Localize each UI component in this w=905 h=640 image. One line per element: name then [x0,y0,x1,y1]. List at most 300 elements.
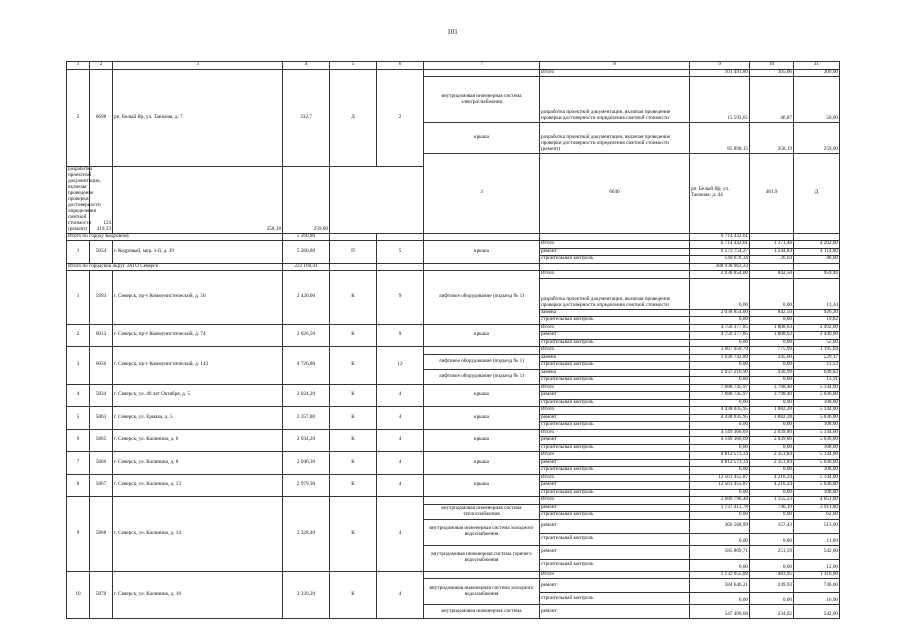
value-9: 0,00 [690,422,750,430]
value-10: 0,00 [750,512,794,520]
col6: 4 [377,452,424,475]
work-kind: Итого [540,241,690,249]
value-9: 4 812 573,34 [690,452,750,460]
work-kind: ремонт [540,414,690,422]
address: г. Северск, ул. Калинина, д. 13 [113,474,283,497]
area: 2 046,30 [283,452,330,475]
work-type: внутридомовая инженерная система холодного водоснабжения [424,579,540,605]
value-9: 2 037 216,90 [690,369,750,377]
work-type: внутридомовая инженерная система холодного водоснабжения [424,519,540,545]
address: г. Северск, ул. Калинина, д. 18 [113,571,283,619]
value-11: 1 195,04 [794,347,840,355]
col6: 12 [377,347,424,385]
row-number: 2 [67,69,90,166]
work-kind: строительный контроль [540,467,690,475]
value-10: 0,00 [750,377,794,385]
row-number: 5 [67,407,90,430]
value-10: 0,00 [750,533,794,545]
value-10: 775,99 [750,347,794,355]
value-10: 842,50 [750,309,794,317]
house-code: 5863 [90,407,113,430]
value-11: 529,17 [794,354,840,362]
value-10: 0,00 [750,399,794,407]
row-number: 1 [67,271,90,325]
address: г. Северск, пр-т Коммунистический, д. 50 [113,271,283,325]
value-11: 108,00 [794,489,840,497]
type: Д [794,154,840,234]
header-cell: 6 [377,62,424,70]
row-number: 3 [424,154,540,234]
type: К [330,429,377,452]
work-type: крыша [424,474,540,497]
value-10: 2 351,84 [750,452,794,460]
address: г. Северск, ул. Калинина, д. 6 [113,429,283,452]
value-11: 2 440,00 [794,332,840,340]
value-10: 483,95 [750,571,794,579]
value-11: 649,83 [794,369,840,377]
value-11: 959,46 [794,271,840,279]
row-number: 4 [67,384,90,407]
value-9: 2 038 854,00 [690,271,750,279]
work-kind: Итого [540,271,690,279]
value-10: 3 798,40 [750,392,794,400]
col6: 4 [377,571,424,619]
work-kind: Итого [540,69,690,77]
col6: 4 [377,384,424,407]
subtotal-area: 222 160,41 [283,263,330,271]
type: К [330,497,377,572]
value-9: 6 573 754,27 [690,248,750,256]
work-type: внутридомовая инженерная система электроснабжения [424,77,540,123]
value-10: 842,50 [750,271,794,279]
value-10: 3 798,40 [750,384,794,392]
row-number: 9 [67,497,90,572]
house-code: 6056 [90,347,113,385]
value-10: 26,64 [750,256,794,264]
work-kind: ремонт [540,482,690,490]
subtotal-value: 288 938 963,33 [690,263,750,271]
value-9: 0,00 [690,489,750,497]
value-10: 746,19 [750,504,794,512]
table-row [67,241,840,249]
value-11: 4 114,00 [794,248,840,256]
type: К [330,452,377,475]
value-10: 1 271,48 [750,241,794,249]
subtotal-label: Итого по городской округ ЗАТО Северск [67,263,283,271]
value-11: 5 036,00 [794,459,840,467]
value-10: 4 216,24 [750,474,794,482]
value-9: 124 419,33 [90,166,113,233]
work-kind: Итого [540,347,690,355]
value-10: 46,87 [750,77,794,123]
col6: 9 [377,324,424,347]
value-9: 7 688 745,97 [690,384,750,392]
value-11: 746,00 [794,579,840,593]
value-11: 259,00 [794,123,840,154]
value-10: 251,59 [750,545,794,559]
value-10: 258,18 [113,166,283,233]
work-type: крыша [424,407,540,430]
value-9: 0,00 [690,399,750,407]
value-11: 513,00 [794,519,840,533]
value-9: 7 688 745,97 [690,392,750,400]
work-kind: Итого [540,384,690,392]
value-11: 542,00 [794,605,840,619]
work-kind: ремонт [540,248,690,256]
value-9: 0,00 [690,362,750,370]
work-type: внутридомовая инженерная система горячего водоснабжения [424,545,540,571]
table-row [67,571,840,579]
header-cell: 11 [794,62,840,70]
value-10: 0,00 [750,593,794,605]
house-code: 5865 [90,429,113,452]
value-9: 0,00 [690,512,750,520]
value-10: 345,00 [750,354,794,362]
type: К [330,384,377,407]
work-kind: строительный контроль [540,422,690,430]
value-10: 2 039,80 [750,429,794,437]
type: Д [330,69,377,166]
table-row [67,452,840,460]
value-11: 108,00 [794,444,840,452]
value-9: 547 409,68 [690,605,750,619]
work-kind: разработка проектной документации, включая проведение проверки достоверности определения сметной стоимости (ремонт) [540,123,690,154]
work-kind: ремонт [540,519,690,533]
value-9: 6 714 432,61 [690,241,750,249]
header-cell: 5 [330,62,377,70]
value-9: 12 561 455,87 [690,482,750,490]
row-number: 3 [67,347,90,385]
area: 2 626,50 [283,324,330,347]
value-9: 2 038 854,00 [690,309,750,317]
value-11: 2 492,00 [794,324,840,332]
value-10: 0,00 [750,317,794,325]
value-10: 249,93 [750,579,794,593]
header-cell: 9 [690,62,750,70]
work-kind: Итого [540,474,690,482]
value-9: 0,00 [690,377,750,385]
value-11: 4 202,00 [794,241,840,249]
value-11: 4 051,00 [794,497,840,505]
value-9: 4 812 573,34 [690,459,750,467]
value-11: 5 036,00 [794,414,840,422]
value-9: 101 491,80 [690,69,750,77]
value-11: 16,00 [794,593,840,605]
subtotal-area: 5 260,80 [283,233,330,241]
work-kind: строительный контроль [540,339,690,347]
col6: 4 [377,429,424,452]
work-kind: строительный контроль [540,489,690,497]
work-type: лифтовое оборудование (подъезд № 1) [424,354,540,369]
area: 332,7 [283,69,330,166]
value-9: 4 438 035,95 [690,414,750,422]
value-11: 259,00 [283,166,330,233]
work-type: лифтовое оборудование (подъезд № 1) [424,369,540,384]
col6: 4 [377,407,424,430]
address: г. Северск, ул. 40 лет Октября, д. 5 [113,384,283,407]
work-kind: строительный контроль [540,317,690,325]
type: К [330,347,377,385]
work-kind: разработка проектной документации, включая проведение проверки достоверности определения сметной стоимости [540,77,690,123]
row-number: 2 [67,324,90,347]
value-11: 5 144,00 [794,384,840,392]
value-9: 0,00 [690,533,750,545]
value-9: 4 750 377,85 [690,332,750,340]
value-10: 430,99 [750,369,794,377]
value-10: 1 244,84 [750,248,794,256]
header-row [67,62,840,70]
area: 2 328,40 [283,497,330,572]
address: г. Северск, пр-т Коммунистический, д. 74 [113,324,283,347]
address: рп. Белый Яр, ул. Таежная, д. 44 [690,154,750,234]
work-type [424,497,540,505]
house-code: 5993 [90,271,113,325]
work-type: крыша [424,452,540,475]
value-11: 926,30 [794,309,840,317]
value-11: 5 144,00 [794,407,840,415]
house-code: 5868 [90,497,113,572]
value-9: 4 750 377,85 [690,324,750,332]
area: 2 034,20 [283,429,330,452]
house-code: 6013 [90,324,113,347]
work-type [424,347,540,355]
row-number: 8 [67,474,90,497]
work-kind: ремонт [540,459,690,467]
value-10: 0,00 [750,559,794,571]
row-number: 1 [67,241,90,264]
value-10: 2 039,80 [750,437,794,445]
value-11: 5 144,00 [794,429,840,437]
work-kind: разработка проектной документации, включая проведение проверки достоверности определения сметной стоимости [540,278,690,309]
value-9: 3 667 959,79 [690,347,750,355]
value-11: 542,00 [794,545,840,559]
work-kind: строительный контроль [540,533,690,545]
house-code: 6646 [540,154,690,234]
value-9: 0,00 [690,559,750,571]
value-11: 50,00 [794,77,840,123]
header-cell: 7 [424,62,540,70]
work-kind: ремонт [540,504,690,512]
table-row [67,347,840,355]
work-type [424,571,540,579]
address: рп. Белый Яр, ул. Таежная, д. 7 [113,69,283,166]
work-kind: Итого [540,571,690,579]
value-11: 12,00 [794,559,840,571]
value-9: 4 149 360,69 [690,437,750,445]
work-kind: строительный контроль [540,377,690,385]
work-kind: строительный контроль [540,512,690,520]
value-11: 1 316,00 [794,571,840,579]
address: г. Северск, ул. Ермака, д. 5 [113,407,283,430]
value-11: 309,00 [794,69,840,77]
value-9: 1 630 742,89 [690,354,750,362]
col6: 4 [377,474,424,497]
row-number: 7 [67,452,90,475]
value-9: 12 561 455,87 [690,474,750,482]
value-11: 108,00 [794,422,840,430]
value-10: 2 351,84 [750,459,794,467]
work-kind: Итого [540,407,690,415]
value-10: 1 882,28 [750,414,794,422]
work-kind: строительный контроль [540,559,690,571]
work-kind: ремонт [540,545,690,559]
area: 481,9 [750,154,794,234]
row-number: 10 [67,571,90,619]
header-cell: 10 [750,62,794,70]
house-code: 5054 [90,241,113,264]
value-9: 4 438 035,95 [690,407,750,415]
value-10: 258,19 [750,123,794,154]
value-9: 585 809,71 [690,545,750,559]
value-11: 13,34 [794,278,840,309]
type: К [330,571,377,619]
value-11: 108,00 [794,467,840,475]
work-kind: ремонт [540,437,690,445]
value-11: 52,00 [794,339,840,347]
table-row [67,271,840,279]
area: 2 420,00 [283,271,330,325]
work-kind: ремонт [540,605,690,619]
work-kind: Итого [540,497,690,505]
work-kind: Итого [540,324,690,332]
value-11: 5 144,00 [794,452,840,460]
work-type: крыша [424,123,540,154]
value-11: 5 144,00 [794,474,840,482]
value-10: 1 808,63 [750,332,794,340]
value-10: 305,06 [750,69,794,77]
house-code: 5834 [90,384,113,407]
work-kind: ремонт [540,332,690,340]
col6: 9 [377,271,424,325]
value-11: 5 036,00 [794,482,840,490]
work-type: крыша [424,241,540,264]
value-9: 2 689 796,48 [690,497,750,505]
address: г. Кедровый, мкр. 1-й, д. 39 [113,241,283,264]
value-11: 19,82 [794,317,840,325]
work-kind: строительный контроль [540,593,690,605]
house-code: 5870 [90,571,113,619]
header-cell: 4 [283,62,330,70]
work-kind: замена [540,354,690,362]
value-11: 2 911,00 [794,504,840,512]
work-kind: ремонт [540,392,690,400]
work-kind: строительный контроль [540,444,690,452]
type: К [330,474,377,497]
work-type: крыша [424,324,540,347]
value-9: 140 678,34 [690,256,750,264]
value-11: 11,00 [794,533,840,545]
work-kind: строительный контроль [540,399,690,407]
value-9: 0,00 [690,317,750,325]
row-number: 6 [67,429,90,452]
type: П [330,241,377,264]
page-number: 101 [447,28,458,36]
value-9: 85 898,15 [690,123,750,154]
subtotal-label: Итого по городу Кедровому [67,233,283,241]
value-10: 1 882,28 [750,407,794,415]
area: 2 357,80 [283,407,330,430]
work-kind: замена [540,369,690,377]
value-10: 4 216,24 [750,482,794,490]
value-9: 366 568,99 [690,519,750,533]
value-10: 0,00 [750,467,794,475]
table-row [67,407,840,415]
work-kind: строительный контроль [540,362,690,370]
work-type: лифтовое оборудование (подъезд № 1) [424,271,540,325]
header-cell: 3 [113,62,283,70]
value-9: 1 737 413,78 [690,504,750,512]
value-9: 1 132 055,89 [690,571,750,579]
work-kind: разработка проектной документации, включая проведение проверки достоверности определения сметной стоимости (ремонт) [68,165,101,232]
work-type: крыша [424,429,540,452]
value-10: 1 808,63 [750,324,794,332]
value-9: 15 593,65 [690,77,750,123]
work-kind: замена [540,309,690,317]
value-10: 234,02 [750,605,794,619]
type: К [330,271,377,325]
house-code: 5867 [90,474,113,497]
value-10: 157,43 [750,519,794,533]
value-11: 108,00 [794,399,840,407]
value-10: 0,00 [750,278,794,309]
value-11: 88,00 [794,256,840,264]
address: г. Северск, пр-т Коммунистический, д. 143 [113,347,283,385]
subtotal-value: 6 714 432,61 [690,233,750,241]
col6: 2 [377,69,424,166]
value-9: 584 646,21 [690,579,750,593]
value-11: 62,00 [794,512,840,520]
header-cell: 8 [540,62,690,70]
col6: 5 [377,241,424,264]
value-10: 0,00 [750,444,794,452]
header-cell: 2 [90,62,113,70]
value-11: 13,91 [794,377,840,385]
value-9: 0,00 [690,339,750,347]
area: 5 260,80 [283,241,330,264]
area: 2 339,20 [283,571,330,619]
work-kind: Итого [540,429,690,437]
address: г. Северск, ул. Калинина, д. 8 [113,452,283,475]
area: 2 979,30 [283,474,330,497]
work-type: внутридомовая инженерная система [424,605,540,619]
work-type: внутридомовая инженерная система теплоснабжения [424,504,540,519]
type: К [330,407,377,430]
value-11: 11,13 [794,362,840,370]
work-type: крыша [424,384,540,407]
value-11: 5 036,00 [794,437,840,445]
value-10: 0,00 [750,339,794,347]
house-code: 5866 [90,452,113,475]
value-10: 0,00 [750,362,794,370]
address: г. Северск, ул. Калинина, д. 14 [113,497,283,572]
work-kind: ремонт [540,579,690,593]
value-9: 0,00 [690,444,750,452]
value-9: 0,00 [690,467,750,475]
house-code: 6698 [90,69,113,166]
value-10: 0,00 [750,489,794,497]
area: 2 024,20 [283,384,330,407]
value-10: 0,00 [750,422,794,430]
area: 4 726,80 [283,347,330,385]
capital-repair-table [66,61,840,619]
table-row [67,69,840,77]
work-kind: строительный контроль [540,256,690,264]
table-row [67,497,840,505]
value-11: 5 036,00 [794,392,840,400]
col6: 4 [377,497,424,572]
work-type [424,69,540,77]
work-kind: Итого [540,452,690,460]
